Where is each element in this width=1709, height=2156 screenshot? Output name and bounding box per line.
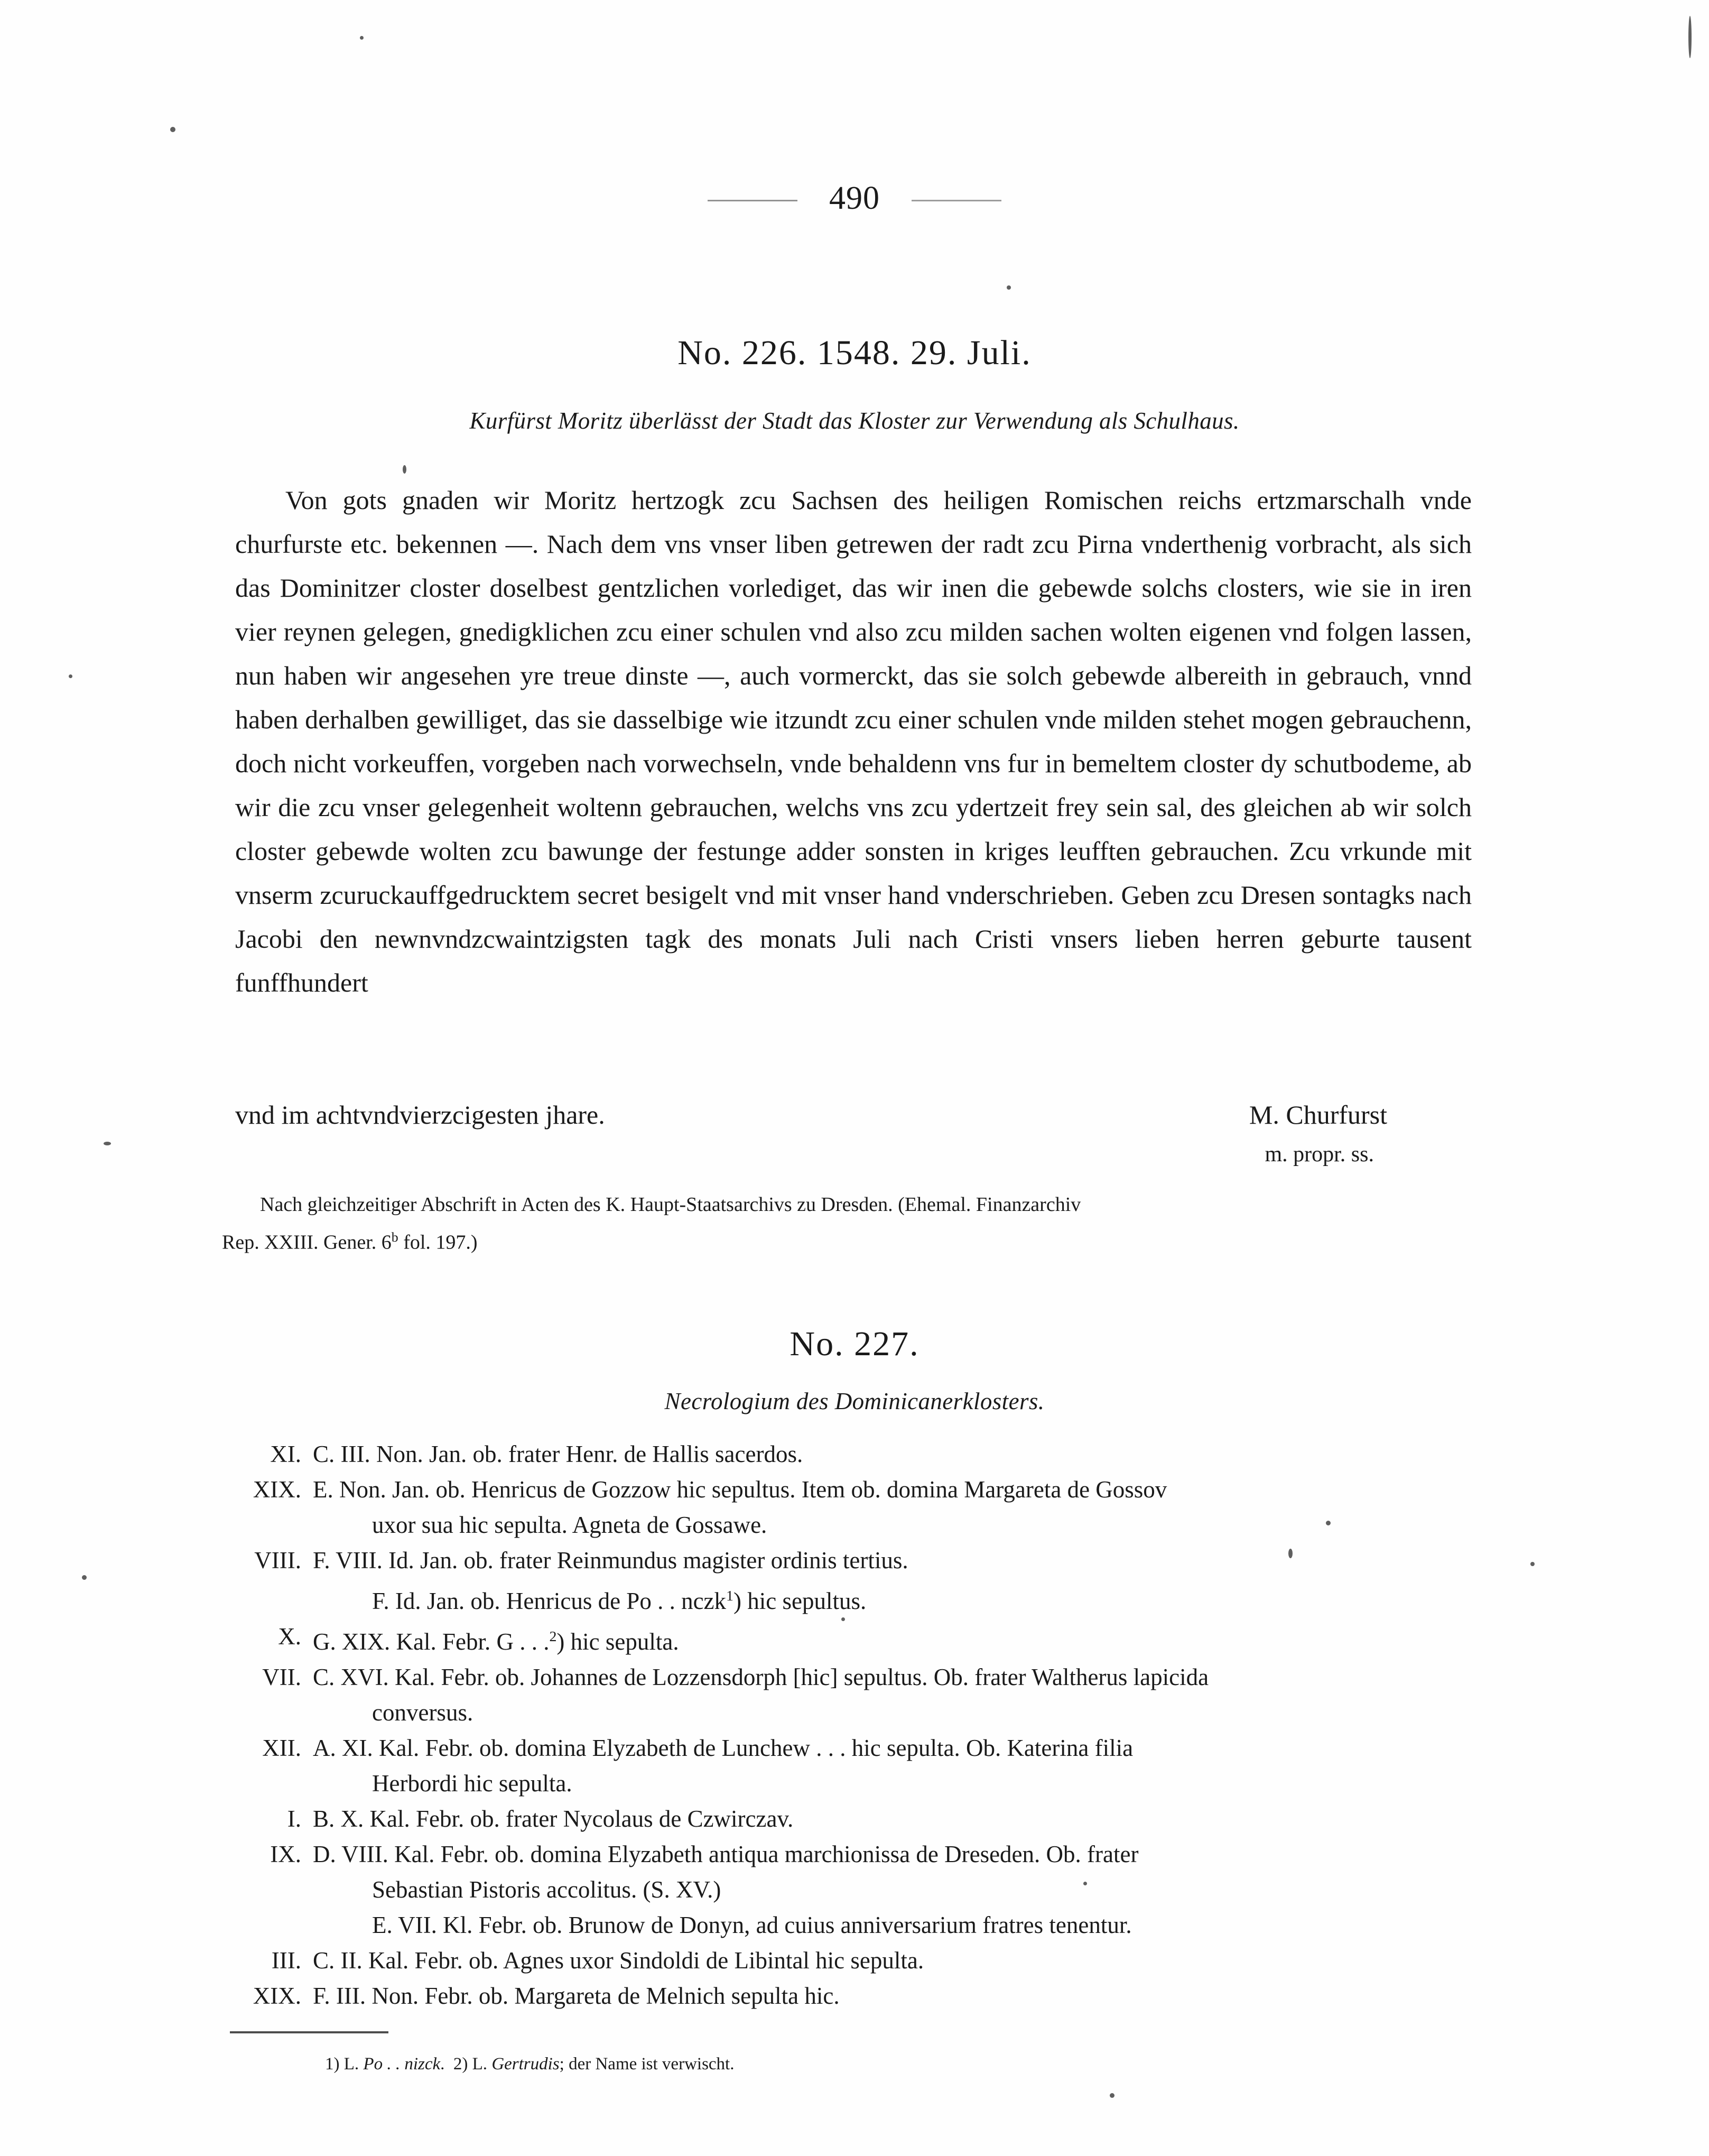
doc-227-subtitle: Necrologium des Dominicanerklosters. xyxy=(664,1388,1045,1414)
footnote-2-suffix: ; der Name ist verwischt. xyxy=(559,2055,735,2074)
scan-speck xyxy=(1007,285,1011,290)
necrology-entry-line xyxy=(222,1943,1501,1978)
necrology-entry-line xyxy=(222,1507,1501,1543)
necrology-entry-line xyxy=(222,1978,1501,2014)
necrology-entry-text: conversus. xyxy=(372,1699,473,1726)
necrology-entry-text: A. XI. Kal. Febr. ob. domina Elyzabeth de Lunchew . . . hic sepulta. Ob. Katerina filia xyxy=(313,1735,1134,1761)
footnote-2-prefix: L. xyxy=(472,2055,492,2074)
necrology-entry-text: C. III. Non. Jan. ob. frater Henr. de Hallis sacerdos. xyxy=(313,1441,803,1467)
necrology-entry-line xyxy=(222,1837,1501,1872)
necrology-entry-number: XII. xyxy=(262,1735,301,1761)
archive-note xyxy=(222,1188,1490,1259)
necrology-entry-line xyxy=(222,1908,1501,1943)
scan-speck xyxy=(403,465,406,474)
footnote-block xyxy=(222,2051,1490,2077)
archive-note-folio: fol. 197.) xyxy=(398,1231,478,1254)
archive-note-line-1: Nach gleichzeitiger Abschrift in Acten des K. Haupt-Staatsarchivs zu Dresden. (Ehemal. Finanzarchiv xyxy=(260,1193,1081,1216)
necrology-entry-number: IX. xyxy=(270,1841,301,1867)
necrology-entry-text: Sebastian Pistoris accolitus. (S. XV.) xyxy=(372,1876,721,1903)
archive-note-rep: Rep. XXIII. Gener. 6 xyxy=(222,1231,392,1254)
doc-226-body-text: Von gots gnaden wir Moritz hertzogk zcu Sachsen des heiligen Romischen reichs ertzmarschalh vnde churfurste etc. bekennen —. Nach dem vns vnser liben getrewen der radt zcu Pirna vnderthenig vorbracht, als sich das Dominitzer closter doselbest gentzlichen vorlediget, das wir inen die gebewde solchs closters, wie sie in iren vier reynen gelegen, gnedigklichen zcu einer schulen vnd also zcu milden sachen wolten eigenen vnd folgen lassen, nun haben wir angesehen yre treue dinste —, auch vormerckt, das sie solch gebewde albereith in gebrauch, vnnd haben derhalben gewilliget, das sie dasselbige wie itzundt zcu einer schulen vnde milden stehet mogen gebrauchenn, doch nicht vorkeuffen, vorgeben nach vorwechseln, vnde behaldenn vns fur in bemeltem closter dy schutbodeme, ab wir die zcu vnser gelegenheit woltenn gebrauchen, welchs vns zcu ydertzeit frey sein sal, des gleichen ab wir solch closter gebewde wolten zcu bawunge der festunge adder sonsten in kriges leufften gebrauchen. Zcu vrkunde mit vnserm zcuruckauffgedrucktem secret besigelt vnd mit vnser hand vnderschrieben. Geben zcu Dresen sontagks nach Jacobi den newnvndzcwaintzigsten tagk des monats Juli nach Cristi vnsers lieben herren geburte tausent funffhundert xyxy=(235,485,1472,997)
scan-speck xyxy=(69,674,72,678)
footnote-2-reading: Gertrudis xyxy=(491,2055,560,2074)
necrology-entry-text: uxor sua hic sepulta. Agneta de Gossawe. xyxy=(372,1512,767,1538)
necrology-entry-line xyxy=(222,1766,1501,1801)
archive-note-superscript: b xyxy=(391,1229,398,1245)
necrology-entry-number: VII. xyxy=(262,1664,301,1690)
signature-subscript: m. propr. ss. xyxy=(1265,1142,1374,1167)
necrology-entry-number: XIX. xyxy=(253,1476,301,1503)
footnote-marker-1: 1) xyxy=(325,2055,340,2074)
head-rule-left xyxy=(708,200,797,201)
necrology-entry-text: E. Non. Jan. ob. Henricus de Gozzow hic sepultus. Item ob. domina Margareta de Gossov xyxy=(313,1476,1167,1503)
necrology-entry-text: F. VIII. Id. Jan. ob. frater Reinmundus magister ordinis tertius. xyxy=(313,1547,908,1574)
footnote-reference[interactable]: 1 xyxy=(726,1588,733,1604)
necrology-entry-line xyxy=(222,1543,1501,1578)
page-number: 490 xyxy=(829,180,880,216)
necrology-entry-text: B. X. Kal. Febr. ob. frater Nycolaus de Czwirczav. xyxy=(313,1806,794,1832)
scan-speck xyxy=(1110,2093,1114,2098)
necrology-entry-text: F. Id. Jan. ob. Henricus de Po . . nczk$^1$) hic sepultus. xyxy=(372,1588,867,1614)
scan-speck xyxy=(1530,1562,1535,1566)
doc-227-title: No. 227. xyxy=(790,1325,919,1363)
necrology-entry-line xyxy=(222,1660,1501,1695)
necrology-entry-text: G. XIX. Kal. Febr. G . . .$^2$) hic sepulta. xyxy=(313,1628,679,1655)
closing-text: vnd im achtvndvierzcigesten jhare. xyxy=(235,1100,605,1130)
scan-speck xyxy=(360,36,364,40)
footnote-marker-2: 2) xyxy=(453,2055,468,2074)
necrology-entry-line xyxy=(222,1731,1501,1766)
necrology-entry-line xyxy=(222,1578,1501,1619)
necrology-entry-text: D. VIII. Kal. Febr. ob. domina Elyzabeth antiqua marchionissa de Dreseden. Ob. frater xyxy=(313,1841,1139,1867)
footnote-1-suffix: . xyxy=(440,2055,445,2074)
necrology-entry-text: C. XVI. Kal. Febr. ob. Johannes de Lozzensdorph [hic] sepultus. Ob. frater Waltherus lapicida xyxy=(313,1664,1209,1690)
doc-226-body xyxy=(235,478,1472,1005)
necrology-entry-line xyxy=(222,1801,1501,1837)
necrology-entry-line xyxy=(222,1695,1501,1731)
running-head xyxy=(0,180,1709,217)
footnote-1-prefix: L. xyxy=(343,2055,364,2074)
scan-speck xyxy=(104,1142,111,1145)
necrology-list xyxy=(222,1437,1501,2014)
scan-speck xyxy=(170,127,175,132)
footnote-1-reading: Po . . nizck xyxy=(363,2055,441,2074)
necrology-entry-number: I. xyxy=(287,1806,301,1832)
footnote-rule xyxy=(230,2031,388,2033)
necrology-entry-number: VIII. xyxy=(254,1547,301,1574)
necrology-entry-text: C. II. Kal. Febr. ob. Agnes uxor Sindoldi de Libintal hic sepulta. xyxy=(313,1947,924,1974)
scan-speck xyxy=(1688,16,1692,58)
necrology-entry-number: X. xyxy=(278,1623,301,1650)
necrology-entry-text: Herbordi hic sepulta. xyxy=(372,1770,572,1797)
necrology-entry-text: F. III. Non. Febr. ob. Margareta de Melnich sepulta hic. xyxy=(313,1983,840,2009)
scan-speck xyxy=(82,1575,87,1580)
doc-226-subtitle: Kurfürst Moritz überlässt der Stadt das Kloster zur Verwendung als Schulhaus. xyxy=(469,408,1240,434)
head-rule-right xyxy=(912,200,1001,201)
necrology-entry-number: XIX. xyxy=(253,1983,301,2009)
necrology-entry-number: III. xyxy=(271,1947,301,1974)
necrology-entry-text: E. VII. Kl. Febr. ob. Brunow de Donyn, ad cuius anniversarium fratres tenentur. xyxy=(372,1912,1132,1938)
doc-226-title: No. 226. 1548. 29. Juli. xyxy=(677,334,1032,372)
necrology-entry-line xyxy=(222,1872,1501,1908)
necrology-entry-line xyxy=(222,1619,1501,1660)
necrology-entry-line xyxy=(222,1437,1501,1472)
necrology-entry-line xyxy=(222,1472,1501,1507)
necrology-entry-number: XI. xyxy=(270,1441,301,1467)
doc-226-closing-line xyxy=(235,1093,1472,1137)
footnote-reference[interactable]: 2 xyxy=(549,1628,557,1645)
signature: M. Churfurst xyxy=(1249,1100,1387,1130)
